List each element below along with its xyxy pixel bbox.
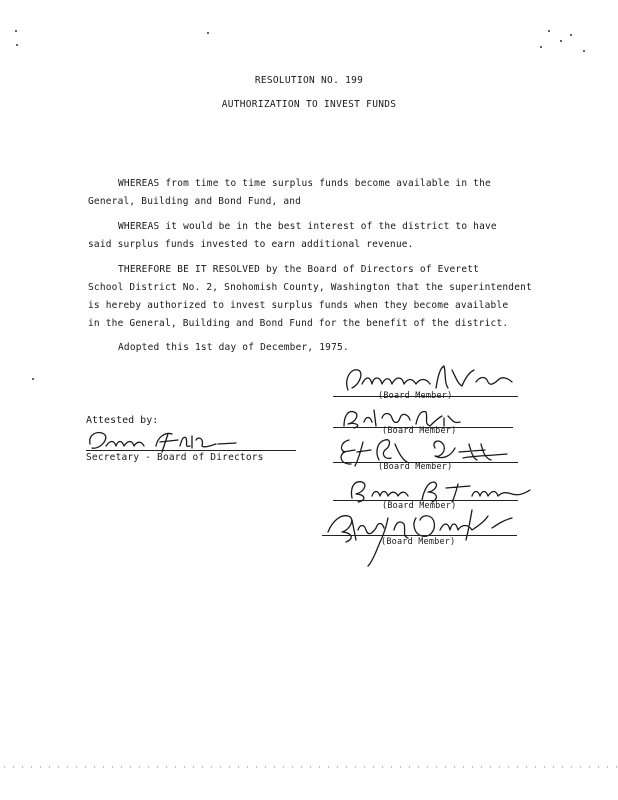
scan-speck [548, 30, 550, 32]
resolution-title: RESOLUTION NO. 199 [254, 75, 364, 86]
paragraph-line: said surplus funds invested to earn additional revenue. [88, 239, 414, 250]
paragraph-line: is hereby authorized to invest surplus funds when they become available [88, 300, 509, 311]
attested-by-label: Attested by: [86, 415, 159, 426]
scan-speck [540, 46, 542, 48]
scan-speck [560, 40, 562, 42]
scan-speck [15, 30, 17, 32]
resolved-paragraph [88, 243, 548, 333]
paragraph-line: School District No. 2, Snohomish County, Washington that the superintendent [88, 282, 532, 293]
board-member-caption-3: (Board Member) [378, 462, 453, 472]
paragraph-line: in the General, Building and Bond Fund for the benefit of the district. [88, 318, 509, 329]
paragraph-line: Adopted this 1st day of December, 1975. [118, 342, 349, 353]
scan-edge-noise [0, 766, 618, 768]
paragraph-line: General, Building and Bond Fund, and [88, 196, 302, 207]
scan-speck [583, 50, 585, 52]
board-member-caption-5: (Board Member) [381, 537, 456, 547]
scan-speck [570, 34, 572, 36]
secretary-signature-line [86, 450, 296, 451]
scan-speck [207, 32, 209, 34]
board-member-caption-4: (Board Member) [382, 501, 457, 511]
board-signature-line-5 [322, 535, 517, 536]
board-member-signature-1 [340, 362, 520, 394]
scan-speck [16, 44, 18, 46]
board-member-caption-1: (Board Member) [378, 391, 453, 401]
paragraph-line: WHEREAS from time to time surplus funds become available in the [118, 178, 491, 189]
paragraph-line: WHEREAS it would be in the best interest of the district to have [118, 221, 497, 232]
secretary-caption: Secretary - Board of Directors [86, 452, 264, 463]
adopted-date-paragraph [88, 321, 548, 357]
scan-speck [32, 378, 34, 380]
paragraph-line: THEREFORE BE IT RESOLVED by the Board of Directors of Everett [118, 264, 480, 275]
board-member-caption-2: (Board Member) [382, 426, 457, 436]
resolution-subtitle: AUTHORIZATION TO INVEST FUNDS [221, 99, 397, 110]
